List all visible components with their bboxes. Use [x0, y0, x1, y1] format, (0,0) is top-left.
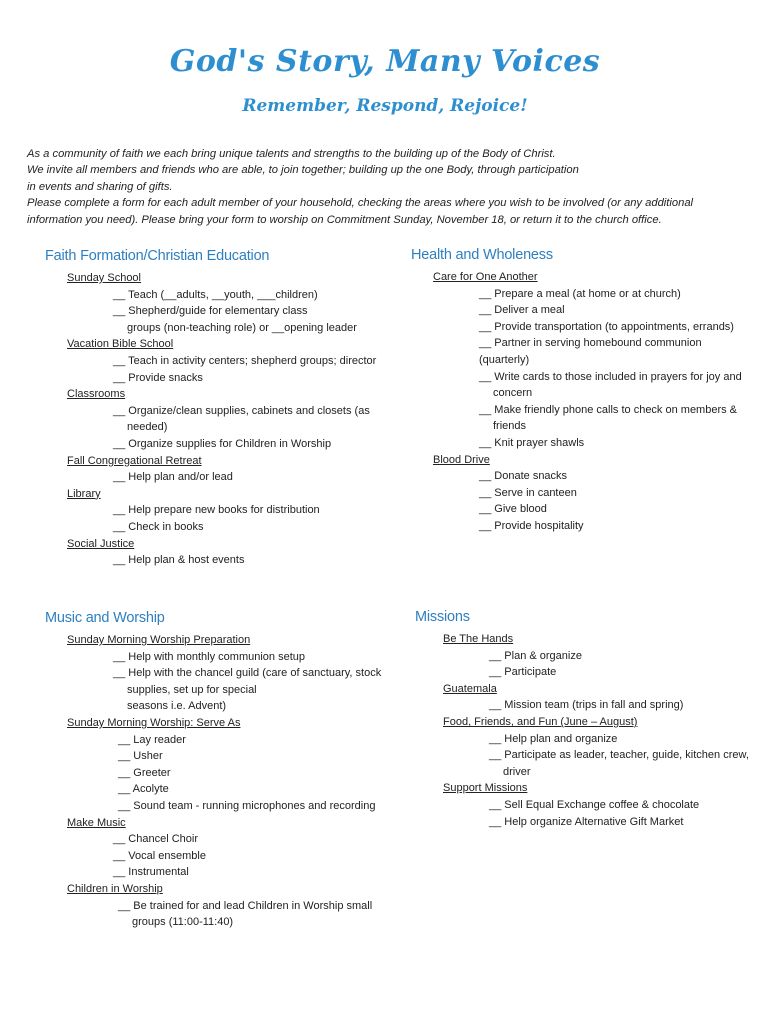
list-item: __ Check in books: [113, 520, 204, 533]
page-subtitle: Remember, Respond, Rejoice!: [242, 96, 528, 116]
list-item: __ Help with monthly communion setup: [113, 650, 305, 663]
subsection-heading: Guatemala: [443, 682, 497, 695]
list-item: __ Partner in serving homebound communion (quarterly): [479, 337, 702, 366]
subsection-heading: Be The Hands: [443, 633, 514, 645]
intro-line: As a community of faith we each bring unique talents and strengths to the building up of the Body of Christ.: [27, 148, 556, 160]
list-item: __ Deliver a meal: [479, 304, 565, 317]
intro-line: We invite all members and friends who are able, to join together; building up the one Body, through participation: [27, 164, 579, 177]
list-item-continuation: driver: [503, 765, 531, 778]
list-item: __ Be trained for and lead Children in Worship small: [118, 899, 373, 912]
subsection-heading: Sunday Morning Worship: Serve As: [67, 716, 241, 729]
list-item: __ Participate: [489, 666, 557, 679]
list-item: __ Teach in activity centers; shepherd groups; director: [113, 354, 377, 367]
list-item: __ Organize supplies for Children in Worship: [113, 437, 332, 450]
subsection-heading: Care for One Another: [433, 271, 538, 283]
list-item: __ Prepare a meal (at home or at church): [479, 287, 681, 300]
section-missions: [415, 609, 755, 830]
intro-line: in events and sharing of gifts.: [27, 180, 173, 193]
subsection-heading: Food, Friends, and Fun (June – August): [443, 715, 638, 728]
list-item: __ Knit prayer shawls: [479, 436, 585, 449]
section-title: Faith Formation/Christian Education: [45, 248, 270, 264]
list-item: __ Participate as leader, teacher, guide, kitchen crew,: [489, 749, 749, 762]
list-item: __ Usher: [118, 750, 163, 763]
list-item-continuation: needed): [127, 421, 168, 434]
section-title: Health and Wholeness: [411, 247, 553, 263]
list-item-continuation: seasons i.e. Advent): [127, 700, 227, 713]
subsection-heading: Children in Worship: [67, 882, 163, 895]
list-item-continuation: supplies, set up for special: [127, 683, 257, 696]
list-item: __ Instrumental: [113, 866, 189, 879]
intro-paragraph: [27, 146, 747, 228]
list-item: __ Mission team (trips in fall and spring): [489, 699, 684, 712]
list-item-continuation: concern: [493, 387, 533, 400]
list-item: __ Sound team - running microphones and recording: [118, 799, 376, 812]
list-item: __ Give blood: [479, 503, 547, 516]
subsection-heading: Make Music: [67, 816, 126, 829]
list-item: __ Organize/clean supplies, cabinets and closets (as: [113, 404, 370, 417]
intro-line: information you need). Please bring your form to worship on Commitment Sunday, November 18, or return it to the church office.: [27, 213, 662, 226]
subsection-heading: Sunday School: [67, 272, 141, 284]
list-item: __ Lay reader: [118, 733, 186, 746]
subsection-heading: Fall Congregational Retreat: [67, 454, 202, 467]
list-item-continuation: groups (non-teaching role) or __opening leader: [127, 321, 357, 334]
subsection-heading: Social Justice: [67, 537, 135, 550]
list-item: __ Teach (__adults, __youth, ___children): [113, 288, 318, 301]
list-item: __ Help plan and/or lead: [113, 471, 233, 484]
section-health-wholeness: [411, 247, 751, 535]
subsection-heading: Blood Drive: [433, 453, 490, 466]
section-title: Music and Worship: [45, 610, 165, 626]
list-item: __ Make friendly phone calls to check on members &: [479, 403, 738, 416]
list-item: __ Provide transportation (to appointments, errands): [479, 320, 734, 333]
intro-line: Please complete a form for each adult member of your household, checking the areas where you wish to be involved (or any additional: [27, 197, 694, 210]
list-item-continuation: friends: [493, 420, 527, 433]
section-faith-formation: [45, 248, 405, 569]
page-title: God's Story, Many Voices: [169, 44, 601, 79]
list-item: __ Plan & organize: [489, 649, 582, 662]
list-item: __ Write cards to those included in prayers for joy and: [479, 370, 742, 383]
subsection-heading: Support Missions: [443, 782, 528, 795]
list-item: __ Help organize Alternative Gift Market: [489, 815, 684, 828]
list-item: __ Sell Equal Exchange coffee & chocolate: [489, 798, 700, 811]
list-item: __ Acolyte: [118, 783, 169, 796]
section-music-worship: [45, 610, 405, 931]
list-item: __ Vocal ensemble: [113, 849, 206, 862]
list-item: __ Donate snacks: [479, 470, 568, 483]
list-item: __ Provide hospitality: [479, 519, 584, 532]
list-item: __ Provide snacks: [113, 371, 203, 384]
list-item-continuation: groups (11:00-11:40): [132, 916, 234, 929]
list-item: __ Help plan and organize: [489, 732, 618, 745]
subsection-heading: Library: [67, 487, 101, 500]
list-item: __ Serve in canteen: [479, 486, 577, 499]
subsection-heading: Vacation Bible School: [67, 338, 174, 351]
list-item: __ Greeter: [118, 766, 171, 779]
list-item: __ Help prepare new books for distribution: [113, 504, 320, 517]
list-item: __ Chancel Choir: [113, 833, 198, 846]
list-item: __ Help with the chancel guild (care of sanctuary, stock: [113, 667, 382, 680]
section-title: Missions: [415, 609, 470, 625]
list-item: __ Shepherd/guide for elementary class: [113, 305, 308, 318]
subsection-heading: Sunday Morning Worship Preparation: [67, 634, 251, 646]
list-item: __ Help plan & host events: [113, 554, 245, 567]
subsection-heading: Classrooms: [67, 388, 126, 401]
